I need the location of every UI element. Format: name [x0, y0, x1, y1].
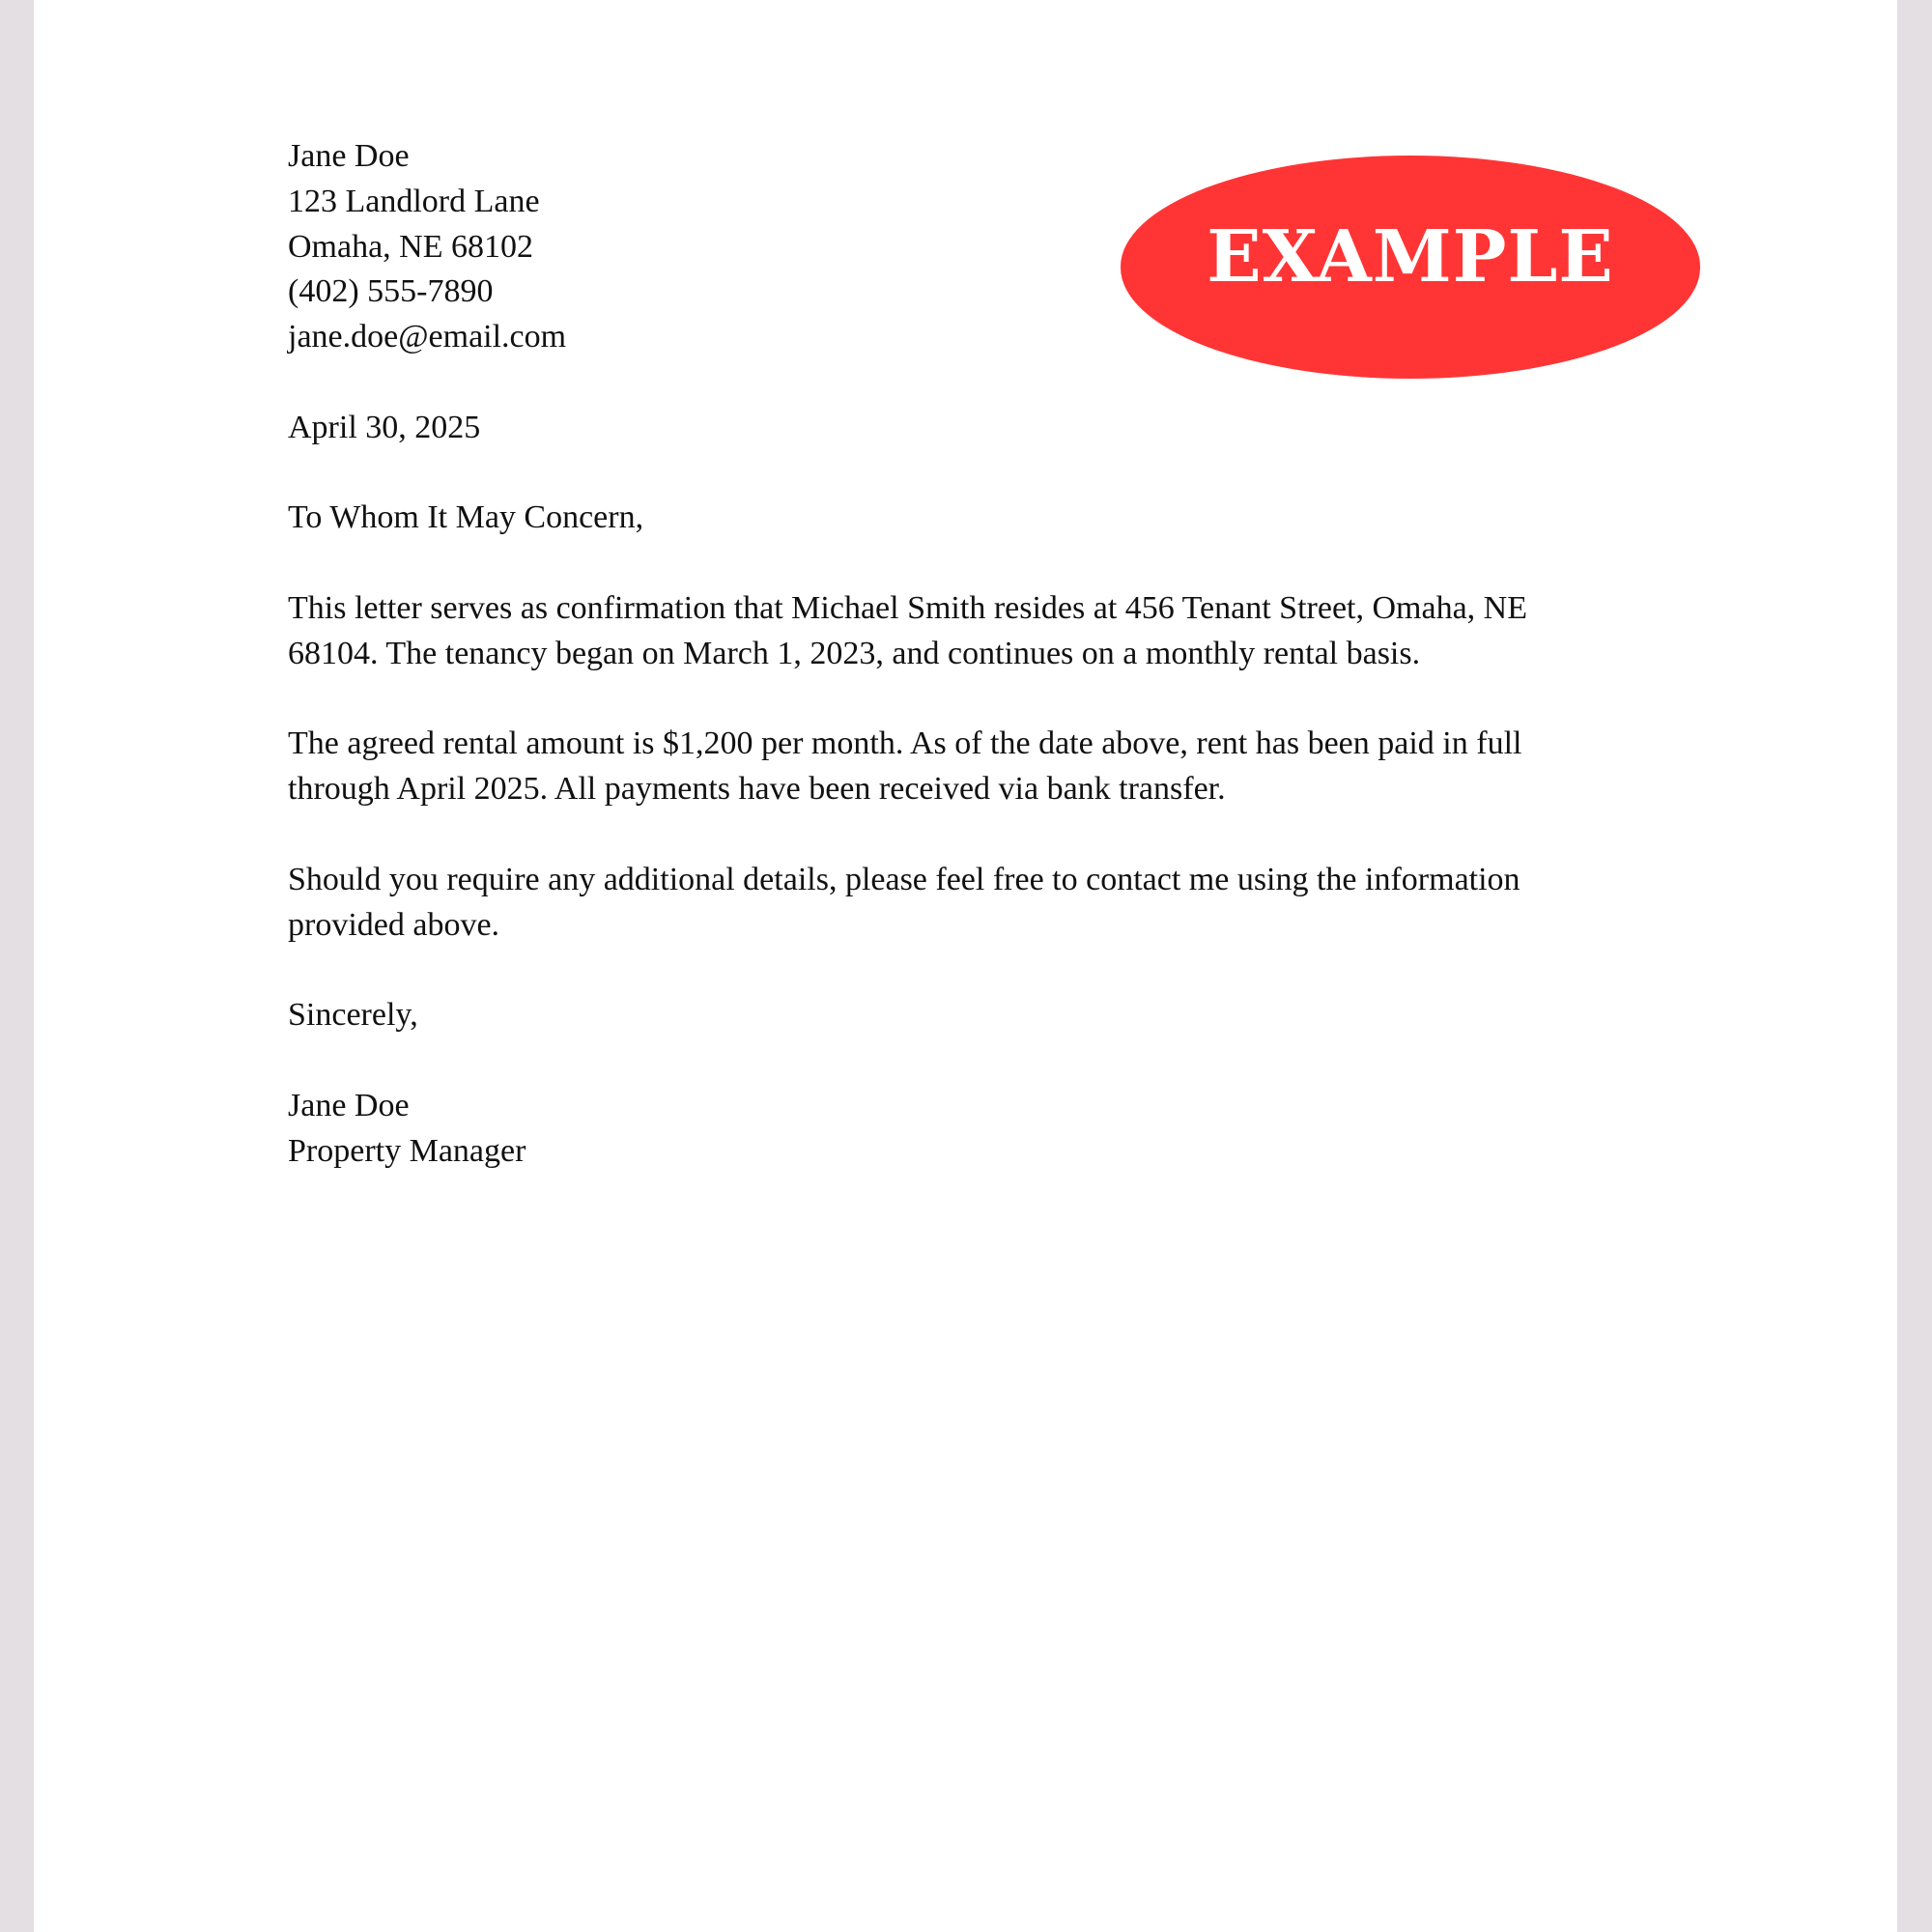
paragraph: [288, 586, 1527, 677]
letter-body: [288, 134, 1527, 1174]
sender-block: [288, 134, 1527, 360]
sender-name: Jane Doe: [288, 138, 410, 174]
sender-email: jane.doe@email.com: [288, 319, 567, 355]
letter-page: [34, 0, 1897, 1932]
sender-phone: (402) 555-7890: [288, 273, 494, 310]
paragraph-line: 68104. The tenancy began on March 1, 2023, and continues on a monthly rental basis.: [288, 635, 1421, 671]
signature-title: Property Manager: [288, 1132, 526, 1169]
paragraph: [288, 722, 1527, 812]
example-stamp-label: EXAMPLE: [1207, 214, 1614, 298]
signature-block: [288, 1084, 1527, 1175]
signature-name: Jane Doe: [288, 1087, 410, 1123]
paragraph-line: The agreed rental amount is $1,200 per month. As of the date above, rent has been paid in full: [288, 725, 1522, 762]
sender-street: 123 Landlord Lane: [288, 183, 540, 219]
paragraph: [288, 858, 1527, 949]
letter-date: April 30, 2025: [288, 409, 481, 445]
paragraph-line: through April 2025. All payments have been received via bank transfer.: [288, 771, 1226, 808]
closing: Sincerely,: [288, 997, 418, 1034]
paragraph-line: provided above.: [288, 906, 500, 943]
salutation: To Whom It May Concern,: [288, 499, 644, 536]
paragraph-line: Should you require any additional details, please feel free to contact me using the information: [288, 861, 1520, 897]
paragraph-line: This letter serves as confirmation that Michael Smith resides at 456 Tenant Street, Omaha, NE: [288, 589, 1527, 626]
sender-city: Omaha, NE 68102: [288, 228, 534, 265]
